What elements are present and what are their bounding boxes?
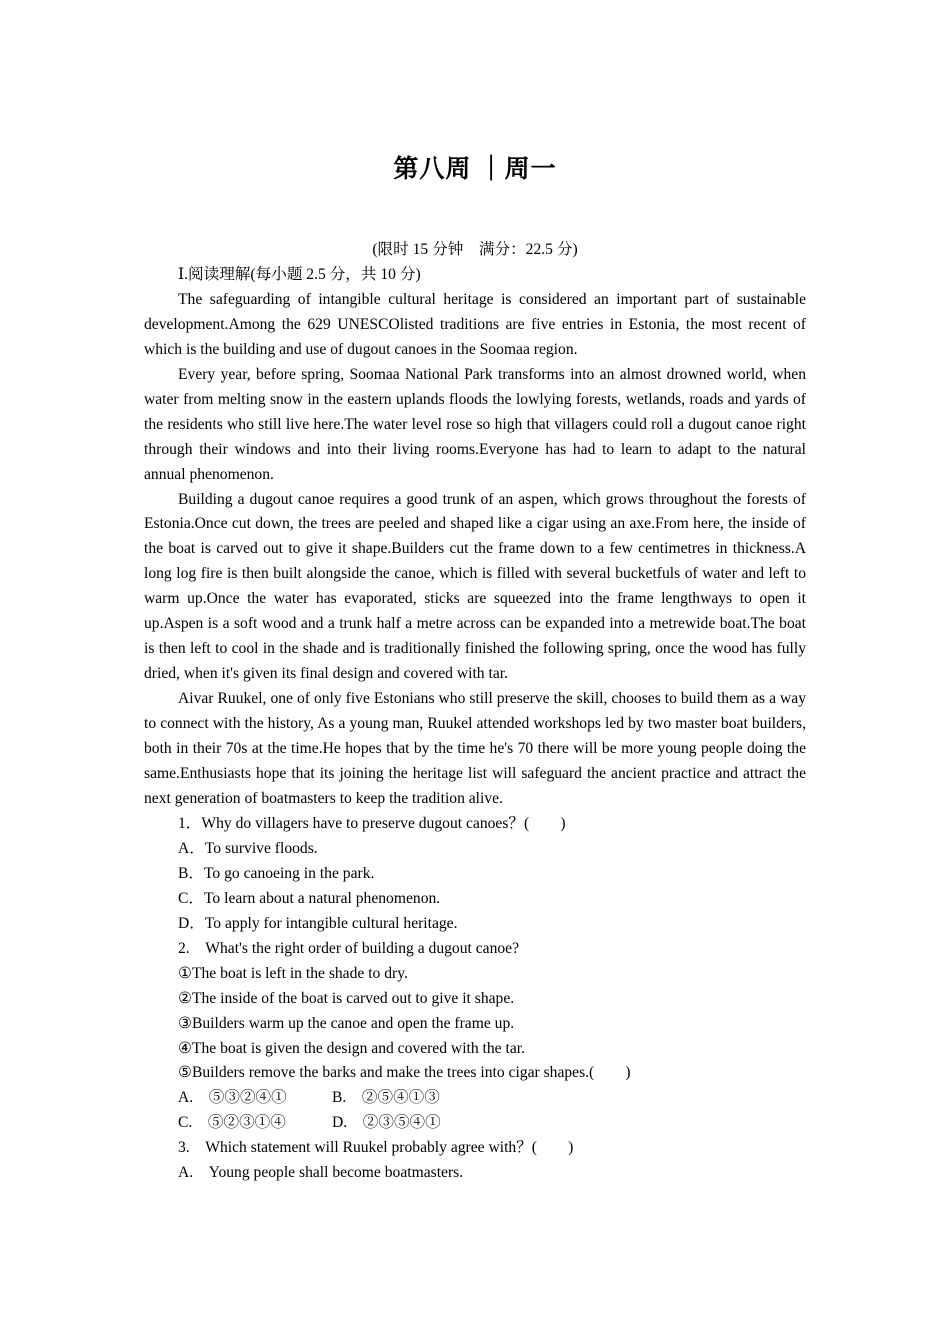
question-2-step-2: ②The inside of the boat is carved out to give it shape. [178,989,515,1007]
question-1-option-b: B．To go canoeing in the park. [178,864,375,882]
document-body [144,238,806,1186]
question-2-option-d: D. ②③⑤④① [332,1114,441,1132]
question-2-option-a: A. ⑤③②④① [178,1089,287,1107]
passage-paragraph-3: Building a dugout canoe requires a good trunk of an aspen, which grows throughout the forests of Estonia.Once cut down, the trees are peeled and shaped like a cigar using an axe.From here, the inside of the boat is carved out to give it shape.Builders cut the frame down to a few centimetres in thickness.A long log fire is then built alongside the canoe, which is filled with several bucketfuls of water and left to warm up.Once the water has evaporated, sticks are squeezed into the frame lengthways to open it up.Aspen is a soft wood and a trunk half a metre across can be expanded into a metrewide boat.The boat is then left to cool in the shade and is traditionally finished the following spring, once the wood has fully dried, when it's given its final design and covered with tar. [144,490,806,683]
passage-paragraph-4: Aivar Ruukel, one of only five Estonians who still preserve the skill, chooses to build them as a way to connect with the history, As a young man, Ruukel attended workshops led by two master boat builders, both in their 70s at the time.He hopes that by the time he's 70 there will be more young people doing the same.Enthusiasts hope that its joining the heritage list will safeguard the ancient practice and attract the next generation of boatmasters to keep the tradition alive. [144,690,806,807]
question-2-options-row-2 [144,1111,806,1136]
question-1-option-a: A．To survive floods. [178,839,318,857]
question-2-step-3: ③Builders warm up the canoe and open the frame up. [178,1014,515,1032]
passage-paragraph-1: The safeguarding of intangible cultural heritage is considered an important part of sustainable development.Among the 629 UNESCOlisted traditions are five entries in Estonia, the most recent of which is the building and use of dugout canoes in the Soomaa region. [144,290,806,358]
question-2-step-1: ①The boat is left in the shade to dry. [178,964,408,982]
question-2-step-5: ⑤Builders remove the barks and make the trees into cigar shapes.( ) [178,1064,631,1082]
question-1-stem: 1．Why do villagers have to preserve dugout canoes？( ) [178,814,566,832]
time-limit-note: (限时 15 分钟 满分：22.5 分) [372,241,578,258]
question-1-option-c: C．To learn about a natural phenomenon. [178,889,441,907]
question-2-options-row-1 [144,1086,806,1111]
question-3-option-a: A. Young people shall become boatmasters. [178,1164,464,1182]
question-2-stem: 2. What's the right order of building a dugout canoe? [178,939,520,957]
passage-paragraph-2: Every year, before spring, Soomaa National Park transforms into an almost drowned world, when water from melting snow in the eastern uplands floods the lowlying forests, wetlands, roads and yards of the residents who still live here.The water level rose so high that villagers could roll a dugout canoe right through their windows and into their living rooms.Everyone has had to learn to adapt to the natural annual phenomenon. [144,365,806,483]
question-2-option-c: C. ⑤②③①④ [178,1114,286,1132]
question-2-option-b: B. ②⑤④①③ [332,1089,440,1107]
section-heading: Ⅰ.阅读理解(每小题 2.5 分，共 10 分) [178,265,421,283]
question-2-step-4: ④The boat is given the design and covered with the tar. [178,1039,525,1057]
page-title: 第八周 ｜周一 [393,156,557,183]
question-3-stem: 3. Which statement will Ruukel probably agree with？( ) [178,1139,574,1157]
question-1-option-d: D．To apply for intangible cultural heritage. [178,914,458,932]
